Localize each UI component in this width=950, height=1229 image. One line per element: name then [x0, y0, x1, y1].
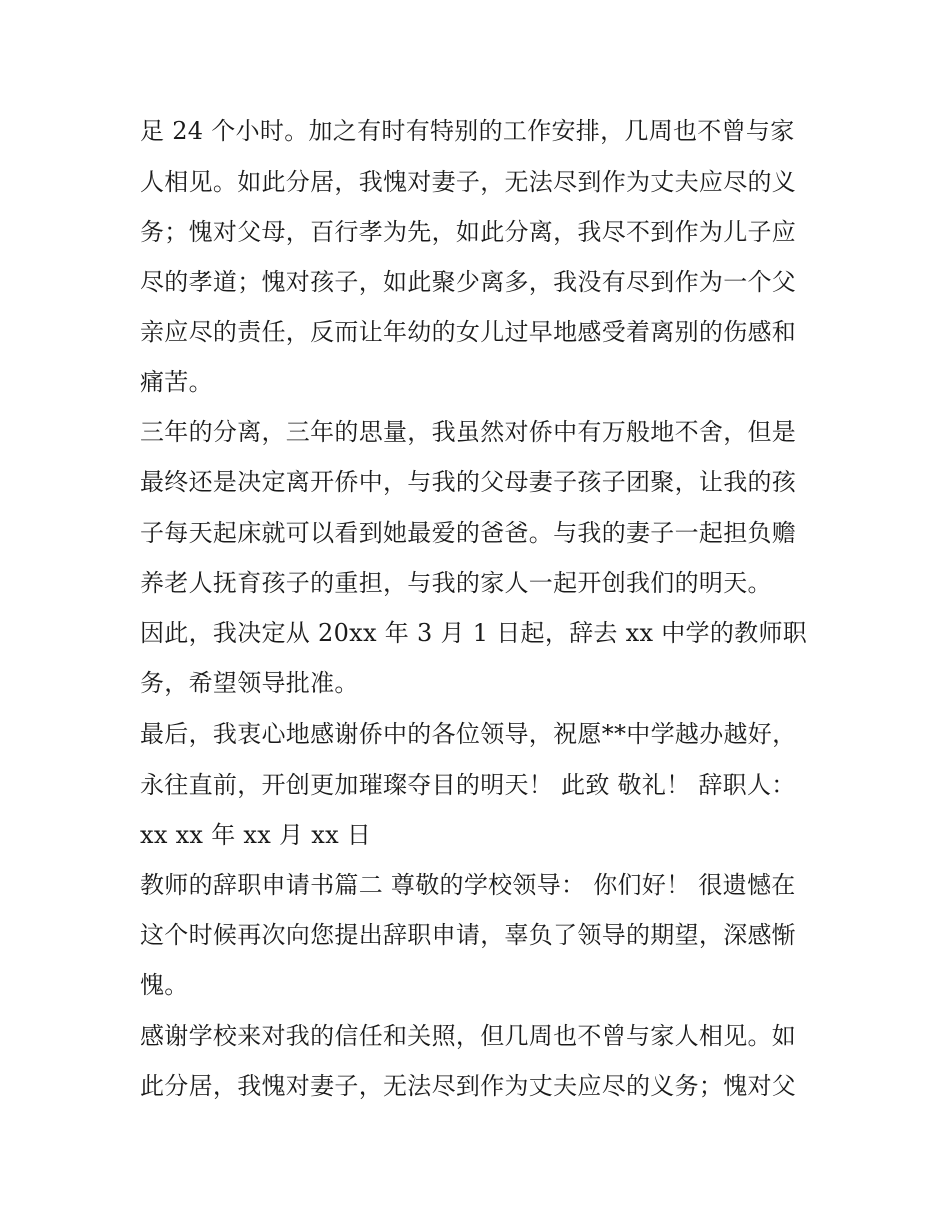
text-line: 因此，我决定从 20xx 年 3 月 1 日起，辞去 xx 中学的教师职 [140, 619, 808, 647]
text-line: 最后，我衷心地感谢侨中的各位领导，祝愿**中学越办越好， [140, 720, 797, 748]
text-line: 此分居，我愧对妻子，无法尽到作为丈夫应尽的义务；愧对父 [140, 1072, 797, 1100]
text-line: 三年的分离，三年的思量，我虽然对侨中有万般地不舍，但是 [140, 418, 797, 446]
text-line: 愧。 [140, 971, 189, 999]
text-line: 务，希望领导批准。 [140, 669, 359, 697]
text-line: xx xx 年 xx 月 xx 日 [140, 821, 372, 849]
text-line: 痛苦。 [140, 368, 213, 396]
text-line: 这个时候再次向您提出辞职申请，辜负了领导的期望，深感惭 [140, 921, 797, 949]
text-line: 人相见。如此分居，我愧对妻子，无法尽到作为丈夫应尽的义 [140, 168, 797, 196]
text-line: 教师的辞职申请书篇二 尊敬的学校领导： 你们好！ 很遗憾在 [140, 871, 796, 899]
text-line: 务；愧对父母，百行孝为先，如此分离，我尽不到作为儿子应 [140, 218, 797, 246]
text-line: 永往直前，开创更加璀璨夺目的明天！ 此致 敬礼！ 辞职人： [140, 771, 796, 799]
text-line: 最终还是决定离开侨中，与我的父母妻子孩子团聚，让我的孩 [140, 468, 797, 496]
text-line: 感谢学校来对我的信任和关照，但几周也不曾与家人相见。如 [140, 1022, 797, 1050]
text-line: 足 24 个小时。加之有时有特别的工作安排，几周也不曾与家 [140, 117, 795, 145]
text-line: 亲应尽的责任，反而让年幼的女儿过早地感受着离别的伤感和 [140, 318, 797, 346]
text-line: 尽的孝道；愧对孩子，如此聚少离多，我没有尽到作为一个父 [140, 268, 797, 296]
text-line: 子每天起床就可以看到她最爱的爸爸。与我的妻子一起担负赡 [140, 519, 797, 547]
text-line: 养老人抚育孩子的重担，与我的家人一起开创我们的明天。 [140, 569, 772, 597]
